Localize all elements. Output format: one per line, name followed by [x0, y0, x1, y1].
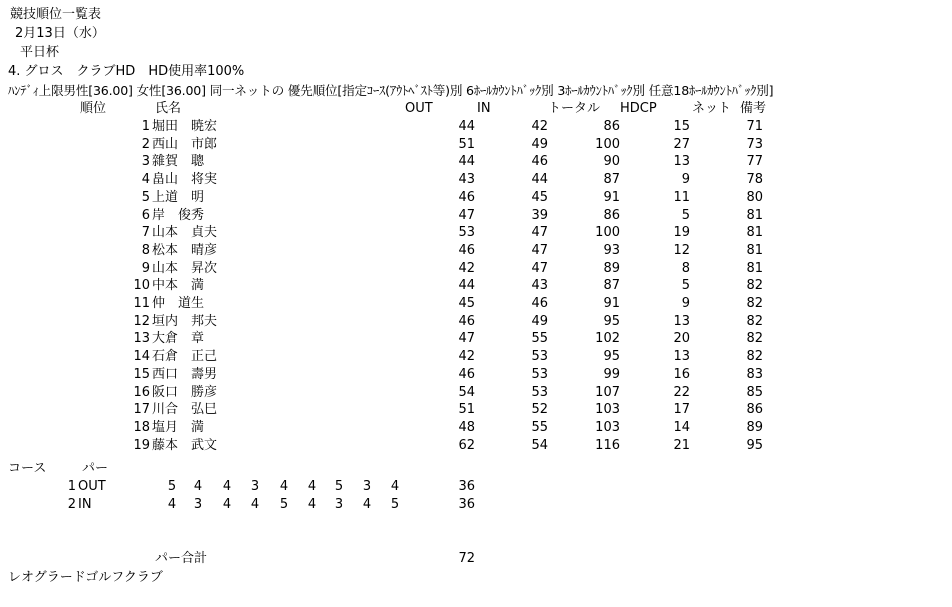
rank-cell: 17 [133, 402, 150, 417]
course-total: 36 [458, 479, 475, 494]
hole-par: 4 [362, 497, 372, 512]
hole-par: 4 [279, 479, 289, 494]
col-hdcp: HDCP [620, 101, 657, 116]
rank-cell: 3 [141, 154, 150, 169]
in-cell: 44 [531, 172, 548, 187]
in-cell: 49 [531, 137, 548, 152]
net-cell: 95 [746, 438, 763, 453]
course-line [0, 496, 952, 513]
rank-cell: 16 [133, 385, 150, 400]
name-cell: 堀田 暁宏 [152, 119, 218, 134]
out-cell: 46 [458, 367, 475, 382]
out-cell: 44 [458, 278, 475, 293]
in-cell: 52 [531, 402, 548, 417]
table-row [0, 224, 952, 241]
table-row [0, 242, 952, 259]
net-cell: 82 [746, 314, 763, 329]
hdcp-cell: 12 [673, 243, 690, 258]
total-cell: 87 [603, 278, 620, 293]
table-row [0, 277, 952, 294]
in-cell: 53 [531, 349, 548, 364]
in-cell: 46 [531, 296, 548, 311]
net-cell: 85 [746, 385, 763, 400]
hdcp-cell: 5 [681, 278, 690, 293]
rank-cell: 13 [133, 331, 150, 346]
club-name: レオグラードゴルフクラブ [8, 570, 163, 585]
table-row [0, 207, 952, 224]
total-cell: 103 [595, 402, 620, 417]
net-cell: 82 [746, 349, 763, 364]
hole-par: 3 [250, 479, 260, 494]
rank-cell: 2 [141, 137, 150, 152]
out-cell: 62 [458, 438, 475, 453]
category-label: 4. グロス クラブHD HD使用率100% [8, 64, 245, 79]
col-rank: 順位 [80, 101, 107, 116]
in-cell: 53 [531, 385, 548, 400]
out-cell: 44 [458, 154, 475, 169]
name-cell: 山本 貞夫 [152, 225, 218, 240]
out-cell: 54 [458, 385, 475, 400]
name-cell: 大倉 章 [152, 331, 205, 346]
column-header-row [0, 100, 952, 117]
total-cell: 107 [595, 385, 620, 400]
total-cell: 116 [595, 438, 620, 453]
table-row [0, 295, 952, 312]
out-cell: 51 [458, 137, 475, 152]
course-no: 2 [67, 497, 76, 512]
net-cell: 78 [746, 172, 763, 187]
out-cell: 51 [458, 402, 475, 417]
hole-par: 5 [167, 479, 177, 494]
hdcp-cell: 21 [673, 438, 690, 453]
table-row [0, 313, 952, 330]
total-cell: 100 [595, 137, 620, 152]
hdcp-cell: 19 [673, 225, 690, 240]
net-cell: 83 [746, 367, 763, 382]
par-label: パー [82, 461, 109, 476]
hole-par: 5 [334, 479, 344, 494]
hole-par: 4 [307, 497, 317, 512]
out-cell: 46 [458, 243, 475, 258]
in-cell: 42 [531, 119, 548, 134]
table-row [0, 153, 952, 170]
out-cell: 44 [458, 119, 475, 134]
rank-cell: 5 [141, 190, 150, 205]
in-cell: 39 [531, 208, 548, 223]
net-cell: 71 [746, 119, 763, 134]
net-cell: 77 [746, 154, 763, 169]
course-total: 36 [458, 497, 475, 512]
table-row [0, 118, 952, 135]
hdcp-cell: 17 [673, 402, 690, 417]
event-name: 平日杯 [20, 45, 60, 60]
table-row [0, 260, 952, 277]
rank-cell: 10 [133, 278, 150, 293]
col-net: ネット [692, 101, 732, 116]
table-row [0, 348, 952, 365]
total-cell: 103 [595, 420, 620, 435]
col-name: 氏名 [155, 101, 182, 116]
rank-cell: 1 [141, 119, 150, 134]
in-cell: 54 [531, 438, 548, 453]
rank-cell: 18 [133, 420, 150, 435]
table-row [0, 384, 952, 401]
net-cell: 81 [746, 225, 763, 240]
total-cell: 95 [603, 349, 620, 364]
total-cell: 86 [603, 119, 620, 134]
name-cell: 垣内 邦夫 [152, 314, 218, 329]
rank-cell: 4 [141, 172, 150, 187]
hdcp-cell: 9 [681, 172, 690, 187]
table-row [0, 401, 952, 418]
out-cell: 45 [458, 296, 475, 311]
in-cell: 53 [531, 367, 548, 382]
table-row [0, 437, 952, 454]
rank-cell: 7 [141, 225, 150, 240]
hdcp-cell: 5 [681, 208, 690, 223]
hole-par: 5 [390, 497, 400, 512]
rank-cell: 12 [133, 314, 150, 329]
name-cell: 岸 俊秀 [152, 208, 205, 223]
out-cell: 43 [458, 172, 475, 187]
out-cell: 47 [458, 208, 475, 223]
name-cell: 雜賀 聰 [152, 154, 205, 169]
hdcp-cell: 9 [681, 296, 690, 311]
total-cell: 99 [603, 367, 620, 382]
hdcp-cell: 13 [673, 349, 690, 364]
hole-par: 4 [307, 479, 317, 494]
name-cell: 西口 壽男 [152, 367, 218, 382]
out-cell: 46 [458, 314, 475, 329]
hole-par: 3 [362, 479, 372, 494]
net-cell: 80 [746, 190, 763, 205]
table-row [0, 189, 952, 206]
table-row [0, 366, 952, 383]
name-cell: 川合 弘巳 [152, 402, 218, 417]
in-cell: 47 [531, 243, 548, 258]
name-cell: 山本 昇次 [152, 261, 218, 276]
net-cell: 86 [746, 402, 763, 417]
total-cell: 87 [603, 172, 620, 187]
par-total-value: 72 [458, 551, 475, 566]
name-cell: 上道 明 [152, 190, 205, 205]
course-name: OUT [78, 479, 106, 494]
net-cell: 81 [746, 243, 763, 258]
hdcp-cell: 13 [673, 154, 690, 169]
hdcp-cell: 8 [681, 261, 690, 276]
rules-text: ﾊﾝﾃﾞｨ上限男性[36.00] 女性[36.00] 同一ネットの 優先順位[指定ｺｰｽ(ｱｳﾄﾍﾞｽﾄ等)別 6ﾎｰﾙｶｳﾝﾄﾊﾞｯｸ別 3ﾎｰﾙｶｳﾝﾄﾊﾞｯｸ別 任意18ﾎｰﾙｶｳﾝﾄﾊﾞｯｸ別] [8, 83, 774, 98]
total-cell: 91 [603, 296, 620, 311]
total-cell: 100 [595, 225, 620, 240]
name-cell: 仲 道生 [152, 296, 205, 311]
rank-cell: 8 [141, 243, 150, 258]
total-cell: 95 [603, 314, 620, 329]
hole-par: 3 [193, 497, 203, 512]
course-label: コース [8, 461, 47, 476]
name-cell: 石倉 正己 [152, 349, 218, 364]
total-cell: 102 [595, 331, 620, 346]
hdcp-cell: 20 [673, 331, 690, 346]
rank-cell: 6 [141, 208, 150, 223]
net-cell: 82 [746, 296, 763, 311]
net-cell: 82 [746, 278, 763, 293]
in-cell: 47 [531, 225, 548, 240]
out-cell: 53 [458, 225, 475, 240]
page-title: 競技順位一覧表 [10, 7, 102, 22]
name-cell: 塩月 満 [152, 420, 205, 435]
rank-cell: 15 [133, 367, 150, 382]
in-cell: 43 [531, 278, 548, 293]
rank-cell: 14 [133, 349, 150, 364]
rank-cell: 9 [141, 261, 150, 276]
out-cell: 48 [458, 420, 475, 435]
hole-par: 4 [193, 479, 203, 494]
in-cell: 45 [531, 190, 548, 205]
out-cell: 47 [458, 331, 475, 346]
course-no: 1 [67, 479, 76, 494]
hdcp-cell: 16 [673, 367, 690, 382]
total-cell: 86 [603, 208, 620, 223]
hdcp-cell: 15 [673, 119, 690, 134]
name-cell: 畠山 将実 [152, 172, 218, 187]
total-cell: 91 [603, 190, 620, 205]
name-cell: 阪口 勝彦 [152, 385, 218, 400]
total-cell: 90 [603, 154, 620, 169]
hdcp-cell: 13 [673, 314, 690, 329]
name-cell: 松本 晴彦 [152, 243, 218, 258]
hole-par: 4 [167, 497, 177, 512]
col-note: 備考 [740, 101, 767, 116]
out-cell: 42 [458, 261, 475, 276]
hole-par: 5 [279, 497, 289, 512]
name-cell: 藤本 武文 [152, 438, 218, 453]
course-line [0, 478, 952, 495]
in-cell: 47 [531, 261, 548, 276]
hdcp-cell: 11 [673, 190, 690, 205]
in-cell: 46 [531, 154, 548, 169]
table-row [0, 419, 952, 436]
net-cell: 81 [746, 261, 763, 276]
name-cell: 中本 満 [152, 278, 205, 293]
hdcp-cell: 27 [673, 137, 690, 152]
out-cell: 42 [458, 349, 475, 364]
in-cell: 55 [531, 331, 548, 346]
table-row [0, 330, 952, 347]
table-row [0, 171, 952, 188]
col-in: IN [477, 101, 491, 116]
name-cell: 西山 市郎 [152, 137, 218, 152]
col-out: OUT [405, 101, 433, 116]
out-cell: 46 [458, 190, 475, 205]
hole-par: 4 [250, 497, 260, 512]
total-cell: 93 [603, 243, 620, 258]
hole-par: 3 [334, 497, 344, 512]
net-cell: 81 [746, 208, 763, 223]
rank-cell: 11 [133, 296, 150, 311]
net-cell: 89 [746, 420, 763, 435]
col-total: トータル [548, 101, 601, 116]
event-date: 2月13日（水） [15, 26, 105, 41]
net-cell: 82 [746, 331, 763, 346]
in-cell: 55 [531, 420, 548, 435]
hdcp-cell: 22 [673, 385, 690, 400]
par-total-label: パー合計 [155, 551, 208, 566]
total-cell: 89 [603, 261, 620, 276]
net-cell: 73 [746, 137, 763, 152]
hole-par: 4 [390, 479, 400, 494]
hdcp-cell: 14 [673, 420, 690, 435]
course-name: IN [78, 497, 92, 512]
table-row [0, 136, 952, 153]
in-cell: 49 [531, 314, 548, 329]
hole-par: 4 [222, 479, 232, 494]
rank-cell: 19 [133, 438, 150, 453]
hole-par: 4 [222, 497, 232, 512]
